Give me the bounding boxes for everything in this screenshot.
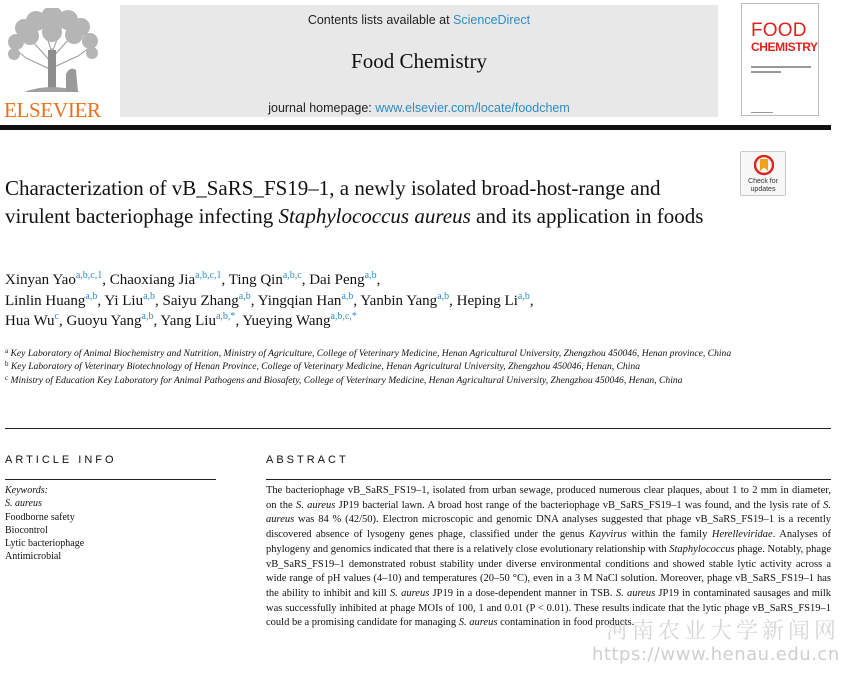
- contents-prefix: Contents lists available at: [307, 13, 454, 27]
- article-info-rule: [5, 479, 216, 480]
- affiliation-label: b: [5, 360, 9, 369]
- abstract-text: The bacteriophage vB_SaRS_FS19–1, isolated from urban sewage, produced numerous clear plaques, about 1 to 2 mm in diameter, on the: [266, 485, 831, 511]
- journal-cover[interactable]: [741, 3, 819, 116]
- abstract-text: contamination in food products.: [497, 617, 635, 629]
- keyword-item[interactable]: S. aureus: [5, 498, 42, 510]
- abstract-text: within the family: [626, 529, 712, 541]
- author-affil[interactable]: a,b: [437, 290, 450, 302]
- keywords-block: [5, 484, 225, 564]
- affiliation-label: c: [5, 373, 9, 382]
- author-sep: ,: [250, 292, 258, 309]
- abstract-italic-term: Herelleviridae: [711, 529, 773, 541]
- author-name[interactable]: Chaoxiang Jia: [109, 272, 196, 288]
- author-name[interactable]: Yanbin Yang: [360, 292, 438, 309]
- author-affil[interactable]: a,b: [141, 311, 154, 322]
- author-sep: ,: [58, 313, 67, 329]
- article-title: [5, 175, 730, 230]
- author-name[interactable]: Yingqian Han: [257, 292, 342, 309]
- title-text-end: and its application in foods: [470, 203, 704, 228]
- abstract-rule: [266, 479, 831, 480]
- author-sep: ,: [235, 313, 243, 329]
- article-info-heading: ARTICLE INFO: [5, 454, 117, 466]
- author-affil[interactable]: a,b: [341, 290, 354, 302]
- cover-title-chemistry: CHEMISTRY: [751, 40, 818, 54]
- homepage-prefix: journal homepage:: [268, 101, 376, 115]
- affiliation-label: a: [5, 347, 9, 355]
- keyword-item[interactable]: Lytic bacteriophage: [5, 538, 85, 550]
- author-affil[interactable]: a,b: [85, 290, 98, 302]
- affiliation-b: [5, 360, 735, 373]
- author-name[interactable]: Xinyan Yao: [5, 272, 76, 288]
- author-affil[interactable]: a,b,c: [282, 270, 302, 281]
- journal-banner: [120, 5, 718, 117]
- author-name[interactable]: Heping Li: [456, 292, 518, 309]
- author-sep: ,: [529, 292, 534, 309]
- elsevier-logo[interactable]: [4, 8, 100, 120]
- author-sep: ,: [155, 292, 163, 309]
- author-affil[interactable]: a,b,*: [215, 311, 236, 322]
- author-affil[interactable]: a,b,c,*: [330, 311, 357, 322]
- author-name[interactable]: Dai Peng: [309, 272, 365, 288]
- author-list: [5, 270, 735, 332]
- bookmark-icon: [754, 155, 774, 177]
- section-divider: [5, 428, 831, 429]
- keyword-item[interactable]: Antimicrobial: [5, 551, 62, 563]
- cover-text-line: [751, 71, 781, 73]
- journal-homepage-link[interactable]: www.elsevier.com/locate/foodchem: [375, 101, 570, 115]
- author-name[interactable]: Saiyu Zhang: [162, 292, 239, 309]
- abstract-body: [266, 484, 831, 631]
- author-name[interactable]: Yueying Wang: [242, 313, 331, 329]
- elsevier-wordmark: ELSEVIER: [4, 98, 101, 122]
- abstract-text: was 84 % (42/50). Electron microscopic and genomic DNA analyses suggested that phage vB_SaRS_FS19–1 is a recently discovered absence of lysogeny genes phage, classified under the genus: [266, 514, 831, 541]
- abstract-text: JP19 bacterial lawn. A broad host range of the bacteriophage vB_SaRS_FS19–1 was found, and the lysis rate of: [335, 499, 824, 511]
- author-name[interactable]: Linlin Huang: [5, 292, 86, 309]
- author-affil[interactable]: a,b: [143, 290, 156, 302]
- author-affil[interactable]: a,b: [517, 290, 530, 302]
- author-sep: ,: [102, 272, 110, 288]
- author-affil[interactable]: a,b: [238, 290, 251, 302]
- author-name[interactable]: Yang Liu: [160, 313, 216, 329]
- author-name[interactable]: Yi Liu: [104, 292, 144, 309]
- affiliation-a: [5, 347, 735, 360]
- abstract-heading: ABSTRACT: [266, 454, 349, 466]
- author-sep: ,: [376, 272, 381, 288]
- abstract-italic-term: Kayvirus: [588, 529, 627, 541]
- contents-line: [120, 13, 718, 27]
- abstract-italic-term: S. aureus: [615, 587, 656, 599]
- sciencedirect-link[interactable]: ScienceDirect: [453, 13, 531, 27]
- affiliation-text: Key Laboratory of Animal Biochemistry and Nutrition, Ministry of Agriculture, College of Veterinary Medicine, Henan Agricultural University, Zhengzhou 450046, Henan province, China: [10, 348, 732, 359]
- author-affil[interactable]: a,b,c,1: [75, 270, 103, 281]
- affiliations: [5, 347, 735, 387]
- header-rule: [0, 125, 831, 130]
- author-affil[interactable]: a,b: [364, 270, 377, 281]
- check-for-updates-button[interactable]: [740, 151, 786, 196]
- abstract-italic-term: Staphylococcus: [669, 543, 735, 555]
- homepage-line: [120, 101, 718, 115]
- title-species: Staphylococcus aureus: [278, 203, 471, 228]
- author-sep: ,: [153, 313, 161, 329]
- author-sep: ,: [449, 292, 457, 309]
- author-name[interactable]: Guoyu Yang: [66, 313, 142, 329]
- abstract-italic-term: S. aureus: [295, 499, 336, 511]
- author-affil[interactable]: a,b,c,1: [195, 270, 222, 281]
- watermark-site-name: 河南农业大学新闻网: [606, 619, 841, 644]
- cover-text-line: [751, 112, 773, 113]
- affiliation-text: Key Laboratory of Veterinary Biotechnology of Henan Province, College of Veterinary Medicine, Henan Agricultural University, Zhengzhou 450046, Henan, China: [10, 361, 640, 373]
- cover-title-food: FOOD: [751, 20, 807, 41]
- cover-text-line: [751, 66, 811, 68]
- author-sep: ,: [353, 292, 361, 309]
- abstract-text: phage. Notably, phage vB_SaRS_FS19–1 demonstrated robust stability under diverse environmental conditions and showed stable lytic activity across a wide range of pH values (4–10) and temperatures (20–50 °C), even in a 3 M NaCl solution. Moreover, phage vB_SaRS_FS19–1 has the ability to inhibit and kill: [266, 543, 831, 599]
- author-affil[interactable]: c: [54, 311, 59, 322]
- title-text: Characterization of vB_SaRS_FS19–1, a newly isolated broad-host-range and virulent bacteriophage infecting: [5, 176, 661, 228]
- author-name[interactable]: Ting Qin: [228, 272, 283, 288]
- updates-label: updates: [750, 186, 776, 193]
- affiliation-text: Ministry of Education Key Laboratory for Animal Pathogens and Biosafety, College of Veterinary Medicine, Henan Agricultural University, Zhengzhou 450046, Henan, China: [10, 374, 683, 386]
- abstract-italic-term: S. aureus: [266, 499, 832, 526]
- keyword-item[interactable]: Foodborne safety: [5, 511, 75, 523]
- abstract-text: JP19 in contaminated sausages and milk was successfully inhibited at phage MOIs of 100, 1 and 0.01 (P < 0.01). These results indicate that the lytic phage vB_SaRS_FS19–1 could be a promising candidate for managing: [266, 587, 831, 629]
- journal-title: Food Chemistry: [351, 49, 487, 73]
- keywords-heading: Keywords:: [5, 485, 48, 496]
- author-sep: ,: [221, 272, 229, 288]
- author-sep: ,: [301, 272, 310, 288]
- abstract-text: . Analyses of phylogeny and genomics indicated that there is a relatively close evolutionary relationship with: [266, 529, 831, 555]
- abstract-italic-term: S. aureus: [389, 587, 430, 599]
- check-for-label: Check for: [748, 178, 778, 185]
- author-name[interactable]: Hua Wu: [5, 313, 55, 329]
- affiliation-c: [5, 374, 735, 387]
- keyword-item[interactable]: Biocontrol: [5, 524, 48, 536]
- elsevier-tree-icon: [4, 8, 100, 94]
- abstract-italic-term: S. aureus: [458, 617, 498, 629]
- watermark-url: https://www.henau.edu.cn: [592, 644, 840, 665]
- abstract-text: JP19 in a dose-dependent manner in TSB.: [429, 587, 616, 599]
- author-sep: ,: [97, 292, 105, 309]
